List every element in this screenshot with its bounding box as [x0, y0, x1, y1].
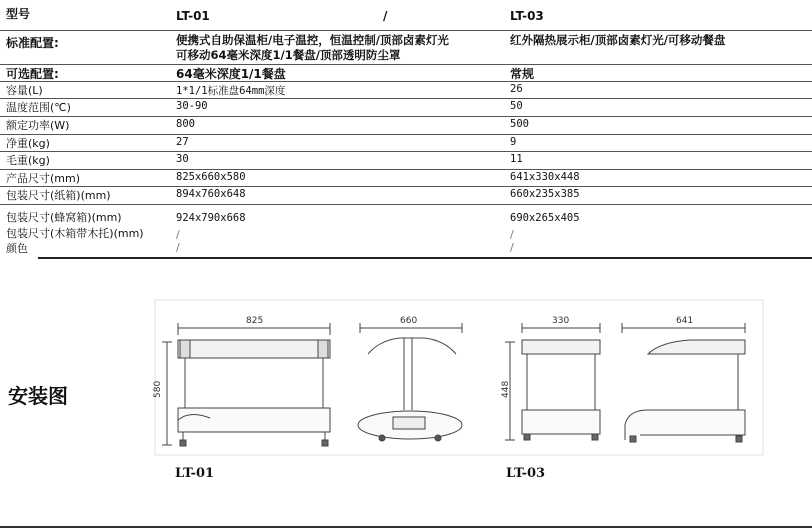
spec-row-a: 894x760x648: [176, 188, 246, 200]
optional-b: 常规: [510, 67, 535, 81]
spec-row: [0, 169, 812, 187]
caption-lt03: LT-03: [506, 466, 546, 481]
spec-row-a: 27: [176, 136, 189, 148]
spec-row: [0, 151, 812, 170]
spec-row: [0, 186, 812, 205]
optional-label: 可选配置:: [6, 67, 59, 81]
spec-row-b: 641x330x448: [510, 171, 580, 183]
install-title: 安装图: [8, 384, 68, 408]
row-standard: [0, 30, 812, 65]
spec-row-label: 产品尺寸(mm): [6, 172, 81, 185]
row-model: [0, 0, 812, 31]
optional-a: 64毫米深度1/1餐盘: [176, 67, 286, 81]
spec-row-label: 颜色: [6, 242, 28, 255]
dim-b-depth: 641: [676, 316, 694, 326]
dim-b-height: 448: [501, 380, 511, 398]
spec-row-b: 26: [510, 83, 523, 95]
spec-row-b: 11: [510, 153, 523, 165]
spec-row-label: 容量(L): [6, 84, 43, 97]
standard-a-line2: 可移动64毫米深度1/1餐盘/顶部透明防尘罩: [176, 48, 401, 62]
spec-row-b: 500: [510, 118, 529, 130]
spec-row-label: 毛重(kg): [6, 154, 50, 167]
spec-row-label: 额定功率(W): [6, 119, 70, 132]
spec-row: [0, 81, 812, 99]
spec-row: [0, 116, 812, 135]
spec-row-label: 包装尺寸(纸箱)(mm): [6, 189, 111, 202]
dim-a-width: 825: [246, 316, 264, 326]
model-separator: /: [383, 9, 388, 23]
caption-lt01: LT-01: [175, 466, 215, 481]
spec-row-a: 800: [176, 118, 195, 130]
spec-row-a: 1*1/1标准盘64mm深度: [176, 85, 286, 97]
standard-b-line1: 红外隔热展示柜/顶部卤素灯光/可移动餐盘: [510, 33, 726, 47]
lt03-side-view: [622, 323, 745, 442]
model-label: 型号: [6, 7, 31, 21]
spec-row: [0, 134, 812, 152]
table-bottom-rule: [38, 257, 812, 259]
lt01-front-view: [162, 323, 330, 446]
model-a: LT-01: [176, 9, 210, 23]
spec-row-label: 温度范围(℃): [6, 101, 71, 114]
spec-row-a: 825x660x580: [176, 171, 246, 183]
lt03-front-view: [505, 323, 600, 440]
spec-row-b: /: [510, 228, 514, 241]
dim-b-width: 330: [552, 316, 570, 326]
spec-row-b: 660x235x385: [510, 188, 580, 200]
spec-row-a: 30-90: [176, 100, 208, 112]
install-drawings: [0, 290, 812, 490]
spec-row-label: 净重(kg): [6, 137, 50, 150]
spec-row-b: /: [510, 241, 514, 254]
lt01-side-view: [358, 323, 462, 441]
model-b: LT-03: [510, 9, 544, 23]
spec-row-b: 9: [510, 136, 517, 148]
row-optional: [0, 64, 812, 82]
spec-row-label: 包装尺寸(蜂窝箱)(mm): [6, 211, 122, 224]
standard-label: 标准配置:: [6, 36, 59, 50]
spec-row-a: 924x790x668: [176, 212, 246, 224]
spec-row-label: 包装尺寸(木箱带木托)(mm): [6, 227, 144, 240]
dim-a-depth: 660: [400, 316, 418, 326]
spec-row-a: 30: [176, 153, 189, 165]
spec-row-b: 690x265x405: [510, 212, 580, 224]
spec-row: [0, 98, 812, 117]
spec-row-b: 50: [510, 100, 523, 112]
standard-a-line1: 便携式自助保温柜/电子温控，恒温控制/顶部卤素灯光: [176, 33, 449, 47]
spec-row-a: /: [176, 241, 180, 254]
page-bottom-rule: [0, 526, 812, 528]
spec-row-a: /: [176, 228, 180, 241]
dim-a-height: 580: [153, 380, 163, 398]
